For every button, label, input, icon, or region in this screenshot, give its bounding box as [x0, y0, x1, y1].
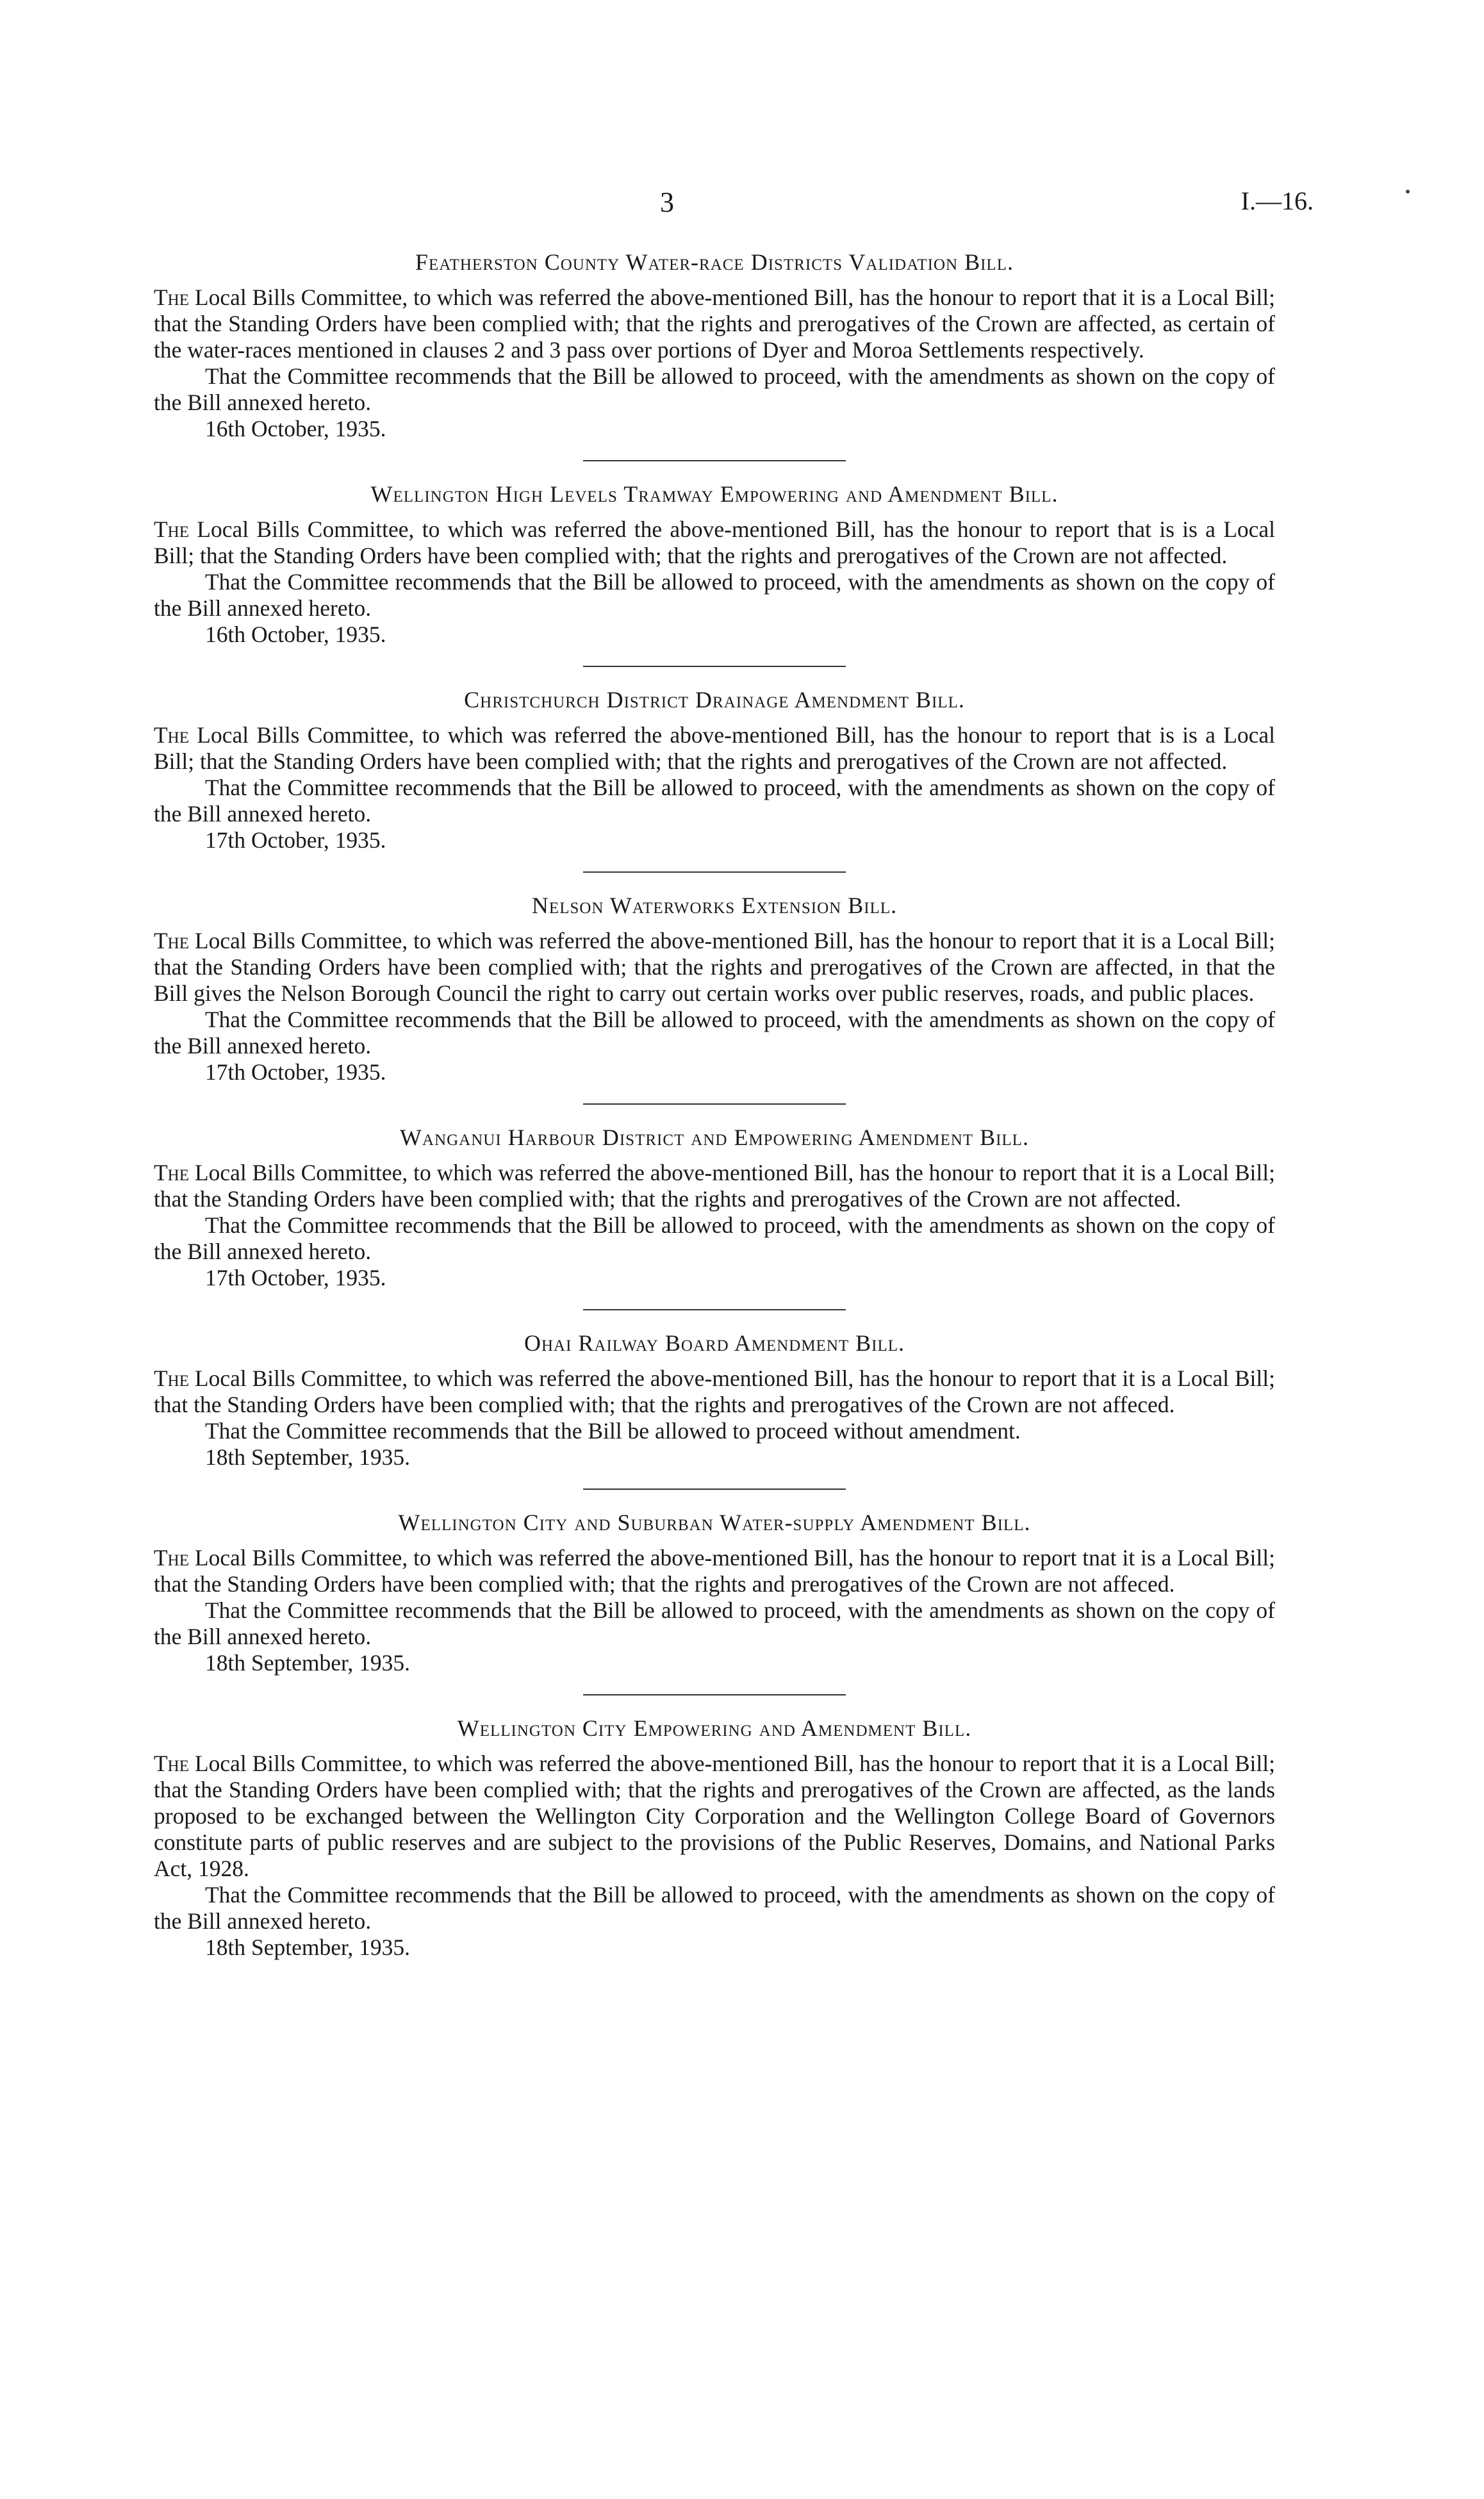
report-paragraph	[154, 285, 1275, 363]
report-date: 18th September, 1935.	[205, 1934, 411, 1960]
report-body: Local Bills Committee, to which was referred the above-mentioned Bill, has the honour to report that it is a Local Bill; that the Standing Orders have been complied with; that the rights and prerogatives of the Crown are affected, as certain of the water-races mentioned in clauses 2 and 3 pass over portions of Dyer and Moroa Settlements respectively.	[154, 285, 1275, 363]
report-date: 17th October, 1935.	[205, 1265, 386, 1291]
bill-report-section	[154, 892, 1275, 1085]
bill-title: Wanganui Harbour District and Empowering Amendment Bill.	[400, 1125, 1029, 1150]
bill-title: Featherston County Water-race Districts Validation Bill.	[415, 249, 1014, 275]
recommendation-paragraph: That the Committee recommends that the Bill be allowed to proceed, with the amendments as shown on the copy of the Bill annexed hereto.	[154, 775, 1275, 827]
bill-report-section	[154, 1330, 1275, 1471]
report-body: Local Bills Committee, to which was referred the above-mentioned Bill, has the honour to report that it is a Local Bill; that the Standing Orders have been complied with; that the rights and prerogatives of the Crown are affected, as the lands proposed to be exchanged between the Wellington City Corporation and the Wellington College Board of Governors constitute parts of public reserves and are subject to the provisions of the Public Reserves, Domains, and National Parks Act, 1928.	[154, 1751, 1275, 1881]
report-date: 17th October, 1935.	[205, 827, 386, 853]
report-paragraph	[154, 1160, 1275, 1212]
report-body: Local Bills Committee, to which was referred the above-mentioned Bill, has the honour to report tnat it is a Local Bill; that the Standing Orders have been complied with; that the rights and prerogatives of the Crown are not affeced.	[154, 1545, 1275, 1597]
report-paragraph	[154, 1751, 1275, 1882]
report-paragraph	[154, 516, 1275, 569]
report-date: 17th October, 1935.	[205, 1059, 386, 1085]
report-date: 18th September, 1935.	[205, 1444, 411, 1470]
bill-report-section	[154, 481, 1275, 648]
section-divider	[583, 1103, 846, 1105]
document-page	[154, 186, 1314, 1961]
section-divider	[583, 871, 846, 873]
recommendation-paragraph: That the Committee recommends that the Bill be allowed to proceed, with the amendments as shown on the copy of the Bill annexed hereto.	[154, 569, 1275, 621]
report-date: 18th September, 1935.	[205, 1650, 411, 1676]
section-divider	[583, 460, 846, 461]
report-date: 16th October, 1935.	[205, 622, 386, 647]
bill-title: Wellington City and Suburban Water-supply Amendment Bill.	[398, 1510, 1031, 1535]
page-header	[154, 186, 1314, 237]
lead-word: The	[154, 1545, 190, 1571]
lead-word: The	[154, 516, 190, 542]
scan-speck	[1406, 190, 1410, 194]
bill-title: Christchurch District Drainage Amendment Bill.	[464, 687, 965, 713]
bill-report-section	[154, 1509, 1275, 1676]
report-body: Local Bills Committee, to which was referred the above-mentioned Bill, has the honour to report that is is a Local Bill; that the Standing Orders have been complied with; that the rights and prerogatives of the Crown are not affected.	[154, 722, 1275, 774]
recommendation-paragraph: That the Committee recommends that the Bill be allowed to proceed, with the amendments as shown on the copy of the Bill annexed hereto.	[154, 1212, 1275, 1264]
bill-report-section	[154, 1715, 1275, 1961]
recommendation-paragraph: That the Committee recommends that the Bill be allowed to proceed, with the amendments as shown on the copy of the Bill annexed hereto.	[154, 1597, 1275, 1649]
recommendation-paragraph: That the Committee recommends that the Bill be allowed to proceed, with the amendments as shown on the copy of the Bill annexed hereto.	[154, 1007, 1275, 1059]
report-paragraph	[154, 1545, 1275, 1597]
bill-title: Nelson Waterworks Extension Bill.	[531, 893, 898, 918]
bill-report-section	[154, 686, 1275, 854]
lead-word: The	[154, 1160, 190, 1185]
section-divider	[583, 666, 846, 667]
report-body: Local Bills Committee, to which was referred the above-mentioned Bill, has the honour to report that it is a Local Bill; that the Standing Orders have been complied with; that the rights and prerogatives of the Crown are not affeced.	[154, 1365, 1275, 1417]
report-paragraph	[154, 1365, 1275, 1418]
lead-word: The	[154, 928, 190, 953]
bill-title: Wellington City Empowering and Amendment Bill.	[457, 1715, 972, 1741]
bill-title: Ohai Railway Board Amendment Bill.	[524, 1330, 905, 1356]
report-body: Local Bills Committee, to which was referred the above-mentioned Bill, has the honour to report that is is a Local Bill; that the Standing Orders have been complied with; that the rights and prerogatives of the Crown are not affected.	[154, 516, 1275, 568]
report-body: Local Bills Committee, to which was referred the above-mentioned Bill, has the honour to report that it is a Local Bill; that the Standing Orders have been complied with; that the rights and prerogatives of the Crown are not affected.	[154, 1160, 1275, 1212]
recommendation-paragraph: That the Committee recommends that the Bill be allowed to proceed, with the amendments as shown on the copy of the Bill annexed hereto.	[154, 1882, 1275, 1934]
report-body: Local Bills Committee, to which was referred the above-mentioned Bill, has the honour to report that it is a Local Bill; that the Standing Orders have been complied with; that the rights and prerogatives of the Crown are affected, in that the Bill gives the Nelson Borough Council the right to carry out certain works over public reserves, roads, and public places.	[154, 928, 1275, 1006]
recommendation-paragraph: That the Committee recommends that the Bill be allowed to proceed without amendment.	[205, 1418, 1021, 1444]
bill-title: Wellington High Levels Tramway Empowering and Amendment Bill.	[370, 481, 1059, 507]
section-divider	[583, 1694, 846, 1695]
lead-word: The	[154, 1751, 190, 1776]
lead-word: The	[154, 1365, 190, 1391]
section-divider	[583, 1489, 846, 1490]
document-reference: I.—16.	[1241, 186, 1314, 215]
bill-report-section	[154, 249, 1275, 442]
section-divider	[583, 1309, 846, 1310]
lead-word: The	[154, 722, 190, 748]
recommendation-paragraph: That the Committee recommends that the Bill be allowed to proceed, with the amendments as shown on the copy of the Bill annexed hereto.	[154, 363, 1275, 415]
report-paragraph	[154, 722, 1275, 775]
report-paragraph	[154, 928, 1275, 1007]
page-number: 3	[660, 186, 674, 218]
lead-word: The	[154, 285, 190, 310]
report-date: 16th October, 1935.	[205, 416, 386, 441]
bill-report-section	[154, 1124, 1275, 1291]
